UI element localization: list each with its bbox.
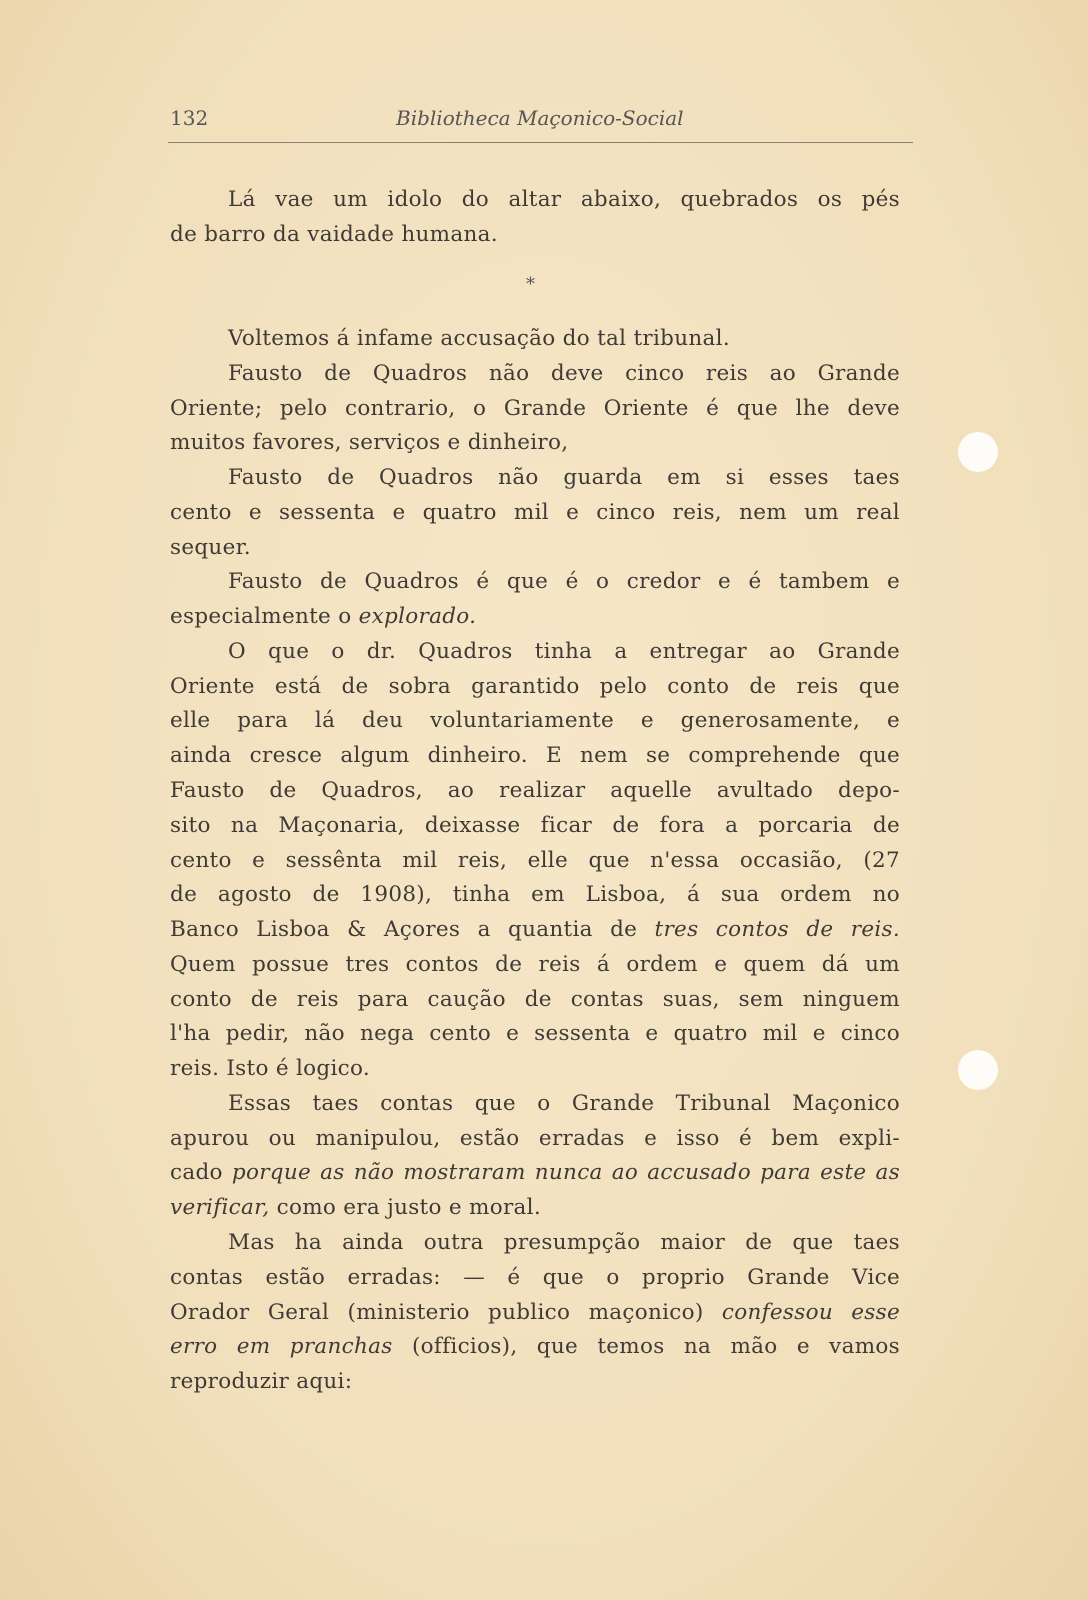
text-segment: como era justo e moral. — [269, 1195, 541, 1221]
text-segment: Lá vae um idolo do altar abaixo, quebrados os pés — [228, 187, 900, 212]
italic-text: explorado. — [358, 604, 477, 630]
text-line — [228, 460, 900, 495]
text-segment: ainda cresce algum dinheiro. E nem se comprehende que — [170, 743, 900, 769]
page-number: 132 — [170, 106, 209, 130]
text-line — [228, 634, 900, 669]
text-segment: de agosto de 1908), tinha em Lisboa, á sua ordem no — [170, 882, 900, 908]
text-line — [170, 1121, 900, 1156]
text-segment: Oriente; pelo contrario, o Grande Oriente é que lhe deve — [170, 395, 900, 421]
running-title: Bibliotheca Maçonico-Social — [396, 106, 684, 130]
text-segment: apurou ou manipulou, estão erradas e isso é bem expli- — [170, 1125, 900, 1151]
text-segment: contas estão erradas: — é que o proprio Grande Vice — [170, 1264, 900, 1290]
text-line — [170, 1051, 900, 1086]
text-line — [170, 808, 900, 843]
text-line — [170, 703, 900, 738]
italic-text: porque as não mostraram nunca ao accusado para este as — [231, 1160, 901, 1186]
text-line — [170, 669, 900, 704]
section-separator: * — [526, 274, 535, 295]
text-segment: sequer. — [170, 534, 251, 560]
text-segment: especialmente o — [170, 604, 359, 630]
text-segment: O que o dr. Quadros tinha a entregar ao Grande — [228, 638, 900, 664]
text-segment: l'ha pedir, não nega cento e sessenta e quatro mil e cinco — [170, 1021, 900, 1047]
text-line — [170, 1295, 900, 1330]
text-line — [170, 912, 900, 947]
text-segment: Quem possue tres contos de reis á ordem e quem dá um — [170, 951, 900, 977]
text-segment: Oriente está de sobra garantido pelo conto de reis que — [170, 673, 900, 699]
text-line — [170, 947, 900, 982]
text-segment: Orador Geral (ministerio publico maçonico) — [170, 1299, 722, 1325]
text-line — [228, 1225, 900, 1260]
text-line — [228, 321, 900, 356]
text-segment: cento e sessenta e quatro mil e cinco reis, nem um real — [170, 499, 900, 525]
text-segment: Fausto de Quadros não deve cinco reis ao Grande — [228, 360, 900, 386]
text-segment: Fausto de Quadros não guarda em si esses taes — [228, 465, 900, 491]
text-segment: sito na Maçonaria, deixasse ficar de fora a porcaria de — [170, 812, 900, 838]
text-segment: cado — [170, 1160, 232, 1186]
text-line — [170, 495, 900, 530]
italic-text: tres contos de reis. — [654, 917, 900, 943]
text-segment: Fausto de Quadros, ao realizar aquelle avultado depo- — [170, 778, 900, 803]
text-line — [170, 391, 900, 426]
text-line — [170, 982, 900, 1017]
text-line — [170, 217, 900, 252]
text-segment: muitos favores, serviços e dinheiro, — [170, 430, 569, 456]
text-segment: Banco Lisboa & Açores a quantia de — [170, 917, 655, 943]
text-segment: Mas ha ainda outra presumpção maior de que taes — [228, 1230, 900, 1256]
italic-text: verificar, — [170, 1195, 270, 1221]
text-line — [170, 425, 900, 460]
text-line — [170, 1155, 900, 1190]
text-segment: Fausto de Quadros é que é o credor e é tambem e — [228, 569, 900, 595]
text-segment: reis. Isto é logico. — [170, 1056, 370, 1082]
text-segment: Voltemos á infame accusação do tal tribunal. — [228, 326, 730, 351]
text-line — [228, 564, 900, 599]
text-line — [228, 356, 900, 391]
header-rule — [168, 142, 913, 143]
text-line — [170, 1260, 900, 1295]
text-line — [170, 738, 900, 773]
italic-text: erro em pranchas — [170, 1334, 393, 1360]
text-line — [170, 1190, 900, 1225]
text-line — [170, 1329, 900, 1364]
italic-text: confessou esse — [721, 1299, 901, 1325]
text-line — [228, 182, 900, 217]
text-segment: conto de reis para caução de contas suas, sem ninguem — [170, 986, 900, 1012]
text-line — [170, 843, 900, 878]
text-line — [170, 1364, 900, 1399]
text-segment: (officios), que temos na mão e vamos — [392, 1334, 901, 1360]
text-segment: Essas taes contas que o Grande Tribunal Maçonico — [228, 1090, 900, 1116]
text-segment: elle para lá deu voluntariamente e generosamente, e — [170, 708, 900, 734]
text-line — [170, 877, 900, 912]
text-line — [170, 530, 900, 565]
punch-hole — [958, 432, 998, 472]
text-line — [170, 1016, 900, 1051]
text-segment: de barro da vaidade humana. — [170, 222, 498, 247]
text-segment: reproduzir aqui: — [170, 1369, 353, 1395]
punch-hole — [958, 1050, 998, 1090]
text-line — [170, 599, 900, 634]
text-segment: cento e sessênta mil reis, elle que n'essa occasião, (27 — [170, 847, 900, 873]
text-line — [170, 773, 900, 808]
text-line — [228, 1086, 900, 1121]
